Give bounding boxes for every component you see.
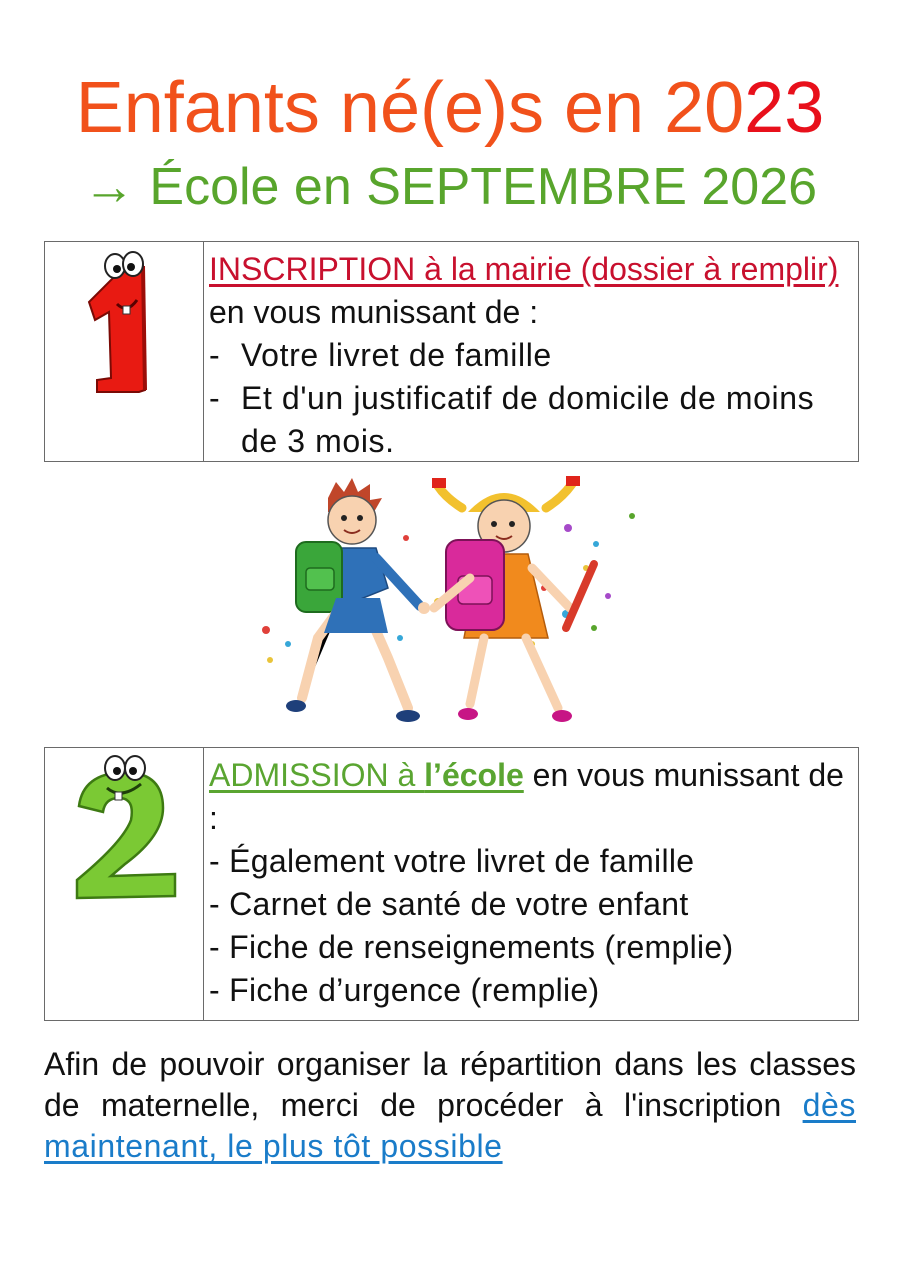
footer-paragraph [44, 1044, 856, 1167]
girl-figure [432, 476, 594, 722]
number-one-cartoon-icon [45, 242, 203, 461]
asap-link[interactable]: dès maintenant, le plus tôt possible [44, 1087, 856, 1164]
step-2-text [204, 748, 858, 1020]
page-title [0, 66, 900, 150]
footer-text: Afin de pouvoir organiser la répartition dans les classes de maternelle, merci de procéder à l'inscription [44, 1046, 856, 1123]
boy-figure [286, 478, 430, 722]
mairie-inscription-link[interactable]: INSCRIPTION à la mairie (dossier à remplir) [209, 251, 839, 287]
ecole-admission-link[interactable]: ADMISSION à l’école [209, 757, 524, 793]
step-1-icon-cell [45, 242, 204, 461]
step-2-box [44, 747, 859, 1021]
number-two-cartoon-icon [45, 748, 203, 1020]
title-part-a: Enfants né(e)s en 20 [75, 68, 745, 148]
page-subtitle: → École en SEPTEMBRE 2026 [82, 158, 818, 216]
list-item: - Fiche d’urgence (remplie) [209, 972, 600, 1008]
school-children-illustration [248, 468, 640, 730]
step-1-heading-rest: en vous munissant de : [209, 294, 539, 330]
list-item: - Fiche de renseignements (remplie) [209, 929, 734, 965]
step-1-text [204, 242, 858, 461]
list-item: - Et d'un justificatif de domicile de moins de 3 mois. [209, 380, 815, 459]
list-item: - Également votre livret de famille [209, 843, 695, 879]
list-item: - Carnet de santé de votre enfant [209, 886, 689, 922]
list-item: - Votre livret de famille [209, 337, 552, 373]
step-1-box [44, 241, 859, 462]
step-2-heading-rest: en vous munissant de : [209, 757, 844, 836]
step-2-icon-cell [45, 748, 204, 1020]
title-part-b: 23 [744, 68, 825, 148]
